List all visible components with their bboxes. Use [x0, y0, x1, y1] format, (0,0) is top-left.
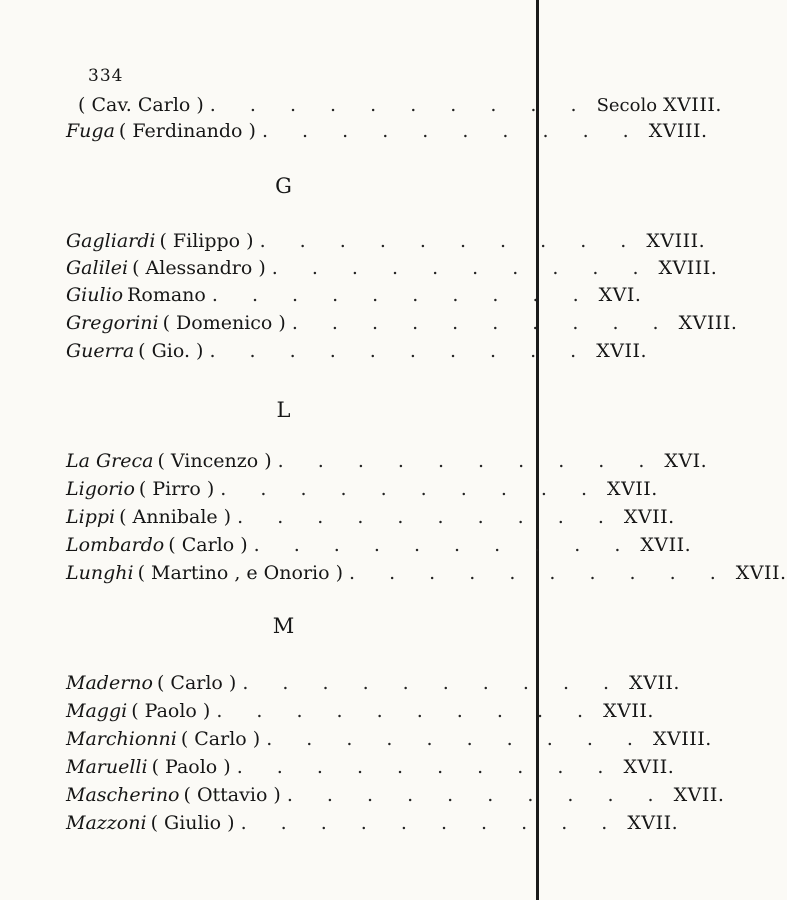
- index-entry: [66, 756, 675, 782]
- entry-century: XVIII.: [648, 120, 708, 142]
- leader-dots: . . . . . . . . . .: [236, 756, 618, 778]
- leader-dots: . . . . . . . . . .: [266, 728, 647, 750]
- century-prefix: Secolo: [596, 95, 658, 116]
- index-entry: [66, 120, 708, 146]
- index-entry: [66, 812, 679, 838]
- leader-dots: . . . . . . . . . .: [237, 506, 618, 528]
- entry-century: XVI.: [598, 284, 642, 306]
- entry-century: XVIII.: [658, 257, 718, 279]
- leader-dots: . . . . . . . . . .: [286, 784, 668, 806]
- entry-given-name: ( Cav. Carlo ): [78, 94, 204, 116]
- index-entry: [66, 784, 725, 810]
- entry-surname: La Greca: [66, 450, 154, 472]
- index-entry: [66, 478, 658, 504]
- entry-century: XVII.: [607, 478, 658, 500]
- entry-surname: Lippi: [66, 506, 116, 528]
- leader-dots: . . . . . . . . . .: [259, 230, 641, 252]
- entry-surname: Marchionni: [66, 728, 177, 750]
- entry-century: XVII.: [735, 562, 787, 584]
- entry-century: XVII.: [623, 506, 675, 528]
- entry-given-name: ( Carlo ): [180, 728, 261, 750]
- leader-dots: . . . . . . . . . .: [216, 700, 598, 722]
- entry-century: XVI.: [664, 450, 708, 472]
- entry-century: XVII.: [623, 756, 675, 778]
- entry-century: XVII.: [596, 340, 648, 362]
- entry-given-name: ( Paolo ): [151, 756, 231, 778]
- entry-given-name: ( Carlo ): [168, 534, 248, 556]
- entry-given-name: ( Pirro ): [138, 478, 215, 500]
- index-entry: [66, 340, 648, 366]
- index-entry: [66, 728, 712, 754]
- index-entry: [66, 450, 708, 476]
- section-letter: M: [272, 614, 295, 638]
- entry-century: XVII.: [640, 534, 692, 556]
- entry-surname: Maderno: [66, 672, 153, 694]
- entry-given-name: ( Vincenzo ): [157, 450, 272, 472]
- section-letter: L: [276, 398, 291, 422]
- entry-century: XVII.: [673, 784, 725, 806]
- entry-century: XVII.: [627, 812, 679, 834]
- leader-dots: . . . . . . . . . .: [277, 450, 659, 472]
- index-entry: [66, 700, 654, 726]
- index-entry: [66, 312, 738, 338]
- section-letter: G: [275, 174, 292, 198]
- entry-surname: Gagliardi: [66, 230, 156, 252]
- index-entry: [66, 257, 718, 283]
- entry-given-name: ( Filippo ): [159, 230, 254, 252]
- leader-dots: . . . . . . . . . .: [209, 340, 591, 362]
- entry-given-name: ( Paolo ): [131, 700, 211, 722]
- entry-given-name: ( Gio. ): [138, 340, 204, 362]
- leader-dots: . . . . . . . . . .: [271, 257, 653, 279]
- leader-dots: . . . . . . . . . .: [240, 812, 622, 834]
- entry-century: XVIII.: [663, 94, 722, 116]
- leader-dots: . . . . . . . . . .: [253, 534, 635, 556]
- entry-surname: Lunghi: [66, 562, 134, 584]
- entry-century: XVIII.: [646, 230, 706, 252]
- entry-given-name: ( Domenico ): [162, 312, 286, 334]
- entry-given-name: ( Giulio ): [150, 812, 235, 834]
- entry-century: XVII.: [629, 672, 680, 694]
- leader-dots: . . . . . . . . . .: [261, 120, 643, 142]
- entry-given-name: ( Martino , e Onorio ): [137, 562, 343, 584]
- entry-given-name: ( Carlo ): [156, 672, 237, 694]
- entry-surname: Giulio: [66, 284, 124, 306]
- leader-dots: . . . . . . . . . .: [349, 562, 730, 584]
- leader-dots: . . . . . . . . . .: [209, 94, 591, 116]
- leader-dots: . . . . . . . . . .: [220, 478, 602, 500]
- index-entry: [66, 506, 675, 532]
- entry-surname: Maruelli: [66, 756, 148, 778]
- entry-surname: Gregorini: [66, 312, 159, 334]
- leader-dots: . . . . . . . . . .: [211, 284, 593, 306]
- entry-century: XVIII.: [678, 312, 738, 334]
- entry-surname: Mazzoni: [66, 812, 147, 834]
- entry-given-name: ( Alessandro ): [132, 257, 266, 279]
- index-entry: [66, 672, 680, 698]
- entry-given-name: ( Annibale ): [119, 506, 232, 528]
- leader-dots: . . . . . . . . . .: [291, 312, 673, 334]
- entry-century: XVIII.: [652, 728, 712, 750]
- index-entry: [66, 562, 787, 588]
- entry-surname: Maggi: [66, 700, 128, 722]
- entry-surname: Fuga: [66, 120, 115, 142]
- entry-surname: Ligorio: [66, 478, 135, 500]
- index-entry: [66, 534, 692, 560]
- index-entry: [66, 94, 722, 120]
- entry-surname: Mascherino: [66, 784, 180, 806]
- entry-surname: Guerra: [66, 340, 135, 362]
- entry-given-name: Romano: [127, 284, 206, 306]
- entry-century: XVII.: [603, 700, 654, 722]
- index-entry: [66, 284, 642, 310]
- entry-surname: Galilei: [66, 257, 129, 279]
- entry-given-name: ( Ottavio ): [183, 784, 281, 806]
- page-number: 334: [88, 66, 124, 86]
- leader-dots: . . . . . . . . . .: [242, 672, 624, 694]
- entry-surname: Lombardo: [66, 534, 165, 556]
- entry-given-name: ( Ferdinando ): [118, 120, 256, 142]
- index-entry: [66, 230, 706, 256]
